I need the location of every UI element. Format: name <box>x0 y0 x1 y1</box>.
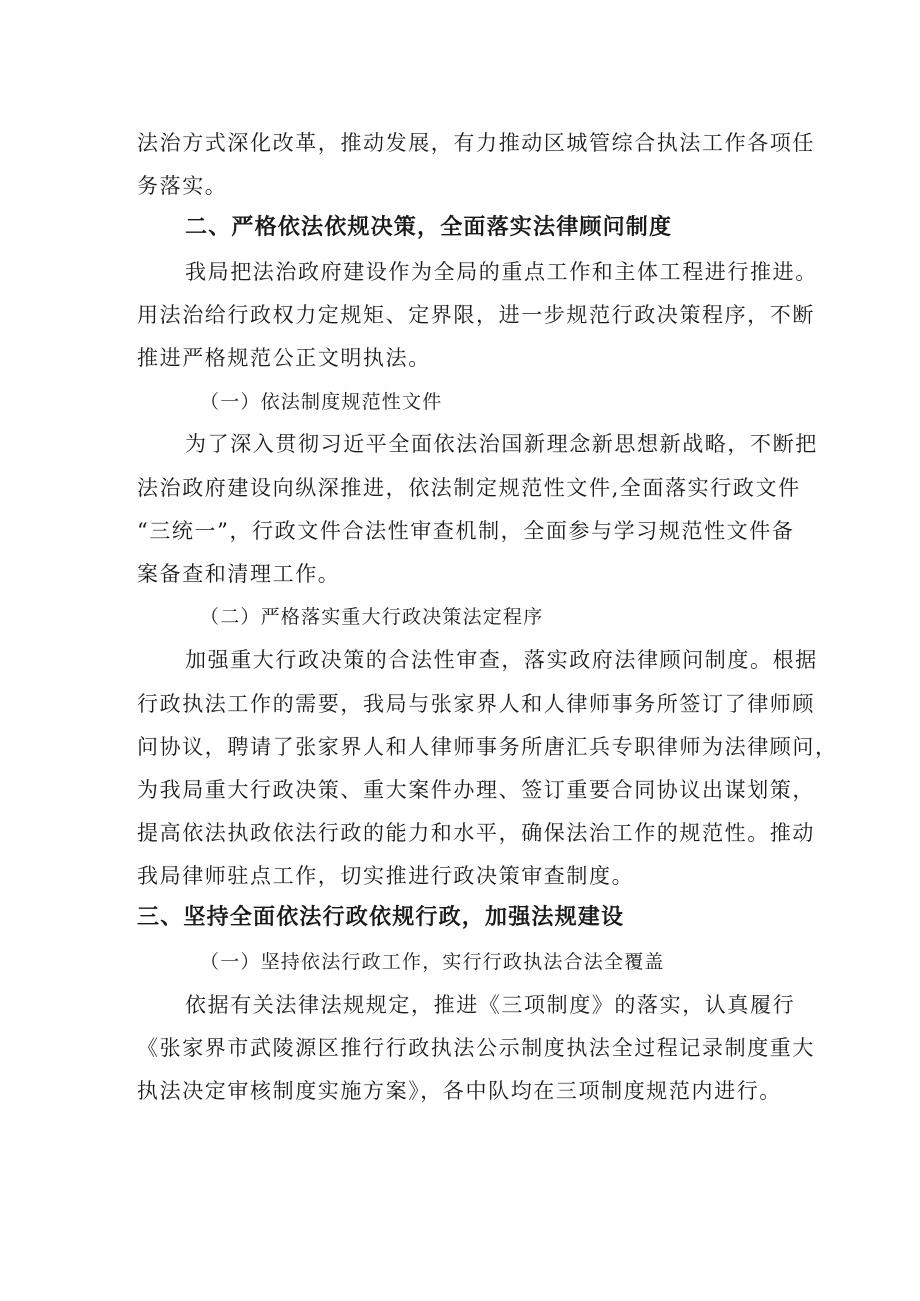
paragraph-line: 提高依法执政依法行政的能力和水平，确保法治工作的规范性。推动 <box>137 821 815 845</box>
paragraph-line: 依据有关法律法规规定，推进《三项制度》的落实，认真履行 <box>185 993 796 1017</box>
paragraph-line: “三统一”，行政文件合法性审查机制，全面参与学习规范性文件备 <box>137 519 795 543</box>
paragraph-line: 我局律师驻点工作，切实推进行政决策审查制度。 <box>137 864 635 888</box>
paragraph-line: 问协议，聘请了张家界人和人律师事务所唐汇兵专职律师为法律顾问， <box>137 735 838 759</box>
subsection-heading: （二）严格落实重大行政决策法定程序 <box>200 606 544 628</box>
paragraph-line: 务落实。 <box>137 174 228 198</box>
paragraph-line: 法治政府建设向纵深推进，依法制定规范性文件,全面落实行政文件 <box>137 476 801 500</box>
section-heading-2: 二、严格依法依规决策，全面落实法律顾问制度 <box>185 215 673 240</box>
paragraph-line: 案备查和清理工作。 <box>137 562 341 586</box>
paragraph-line: 为了深入贯彻习近平全面依法治国新理念新思想新战略，不断把 <box>185 432 818 456</box>
paragraph-line: 用法治给行政权力定规矩、定界限，进一步规范行政决策程序，不断 <box>137 303 815 327</box>
paragraph-line: 执法决定审核制度实施方案》，各中队均在三项制度规范内进行。 <box>137 1079 782 1103</box>
paragraph-line: 行政执法工作的需要，我局与张家界人和人律师事务所签订了律师顾 <box>137 692 815 716</box>
paragraph-line: 推进严格规范公正文明执法。 <box>137 346 431 370</box>
paragraph-line: 加强重大行政决策的合法性审查，落实政府法律顾问制度。根据 <box>185 648 818 672</box>
section-heading-3: 三、坚持全面依法行政依规行政，加强法规建设 <box>137 905 625 930</box>
subsection-heading: （一）坚持依法行政工作，实行行政执法合法全覆盖 <box>200 951 665 973</box>
paragraph-line: 《张家界市武陵源区推行行政执法公示制度执法全过程记录制度重大 <box>137 1036 815 1060</box>
paragraph-line: 我局把法治政府建设作为全局的重点工作和主体工程进行推进。 <box>185 260 818 284</box>
subsection-heading: （一）依法制度规范性文件 <box>200 391 443 413</box>
paragraph-line: 法治方式深化改革，推动发展，有力推动区城管综合执法工作各项任 <box>137 131 815 155</box>
paragraph-line: 为我局重大行政决策、重大案件办理、签订重要合同协议出谋划策， <box>137 778 815 802</box>
